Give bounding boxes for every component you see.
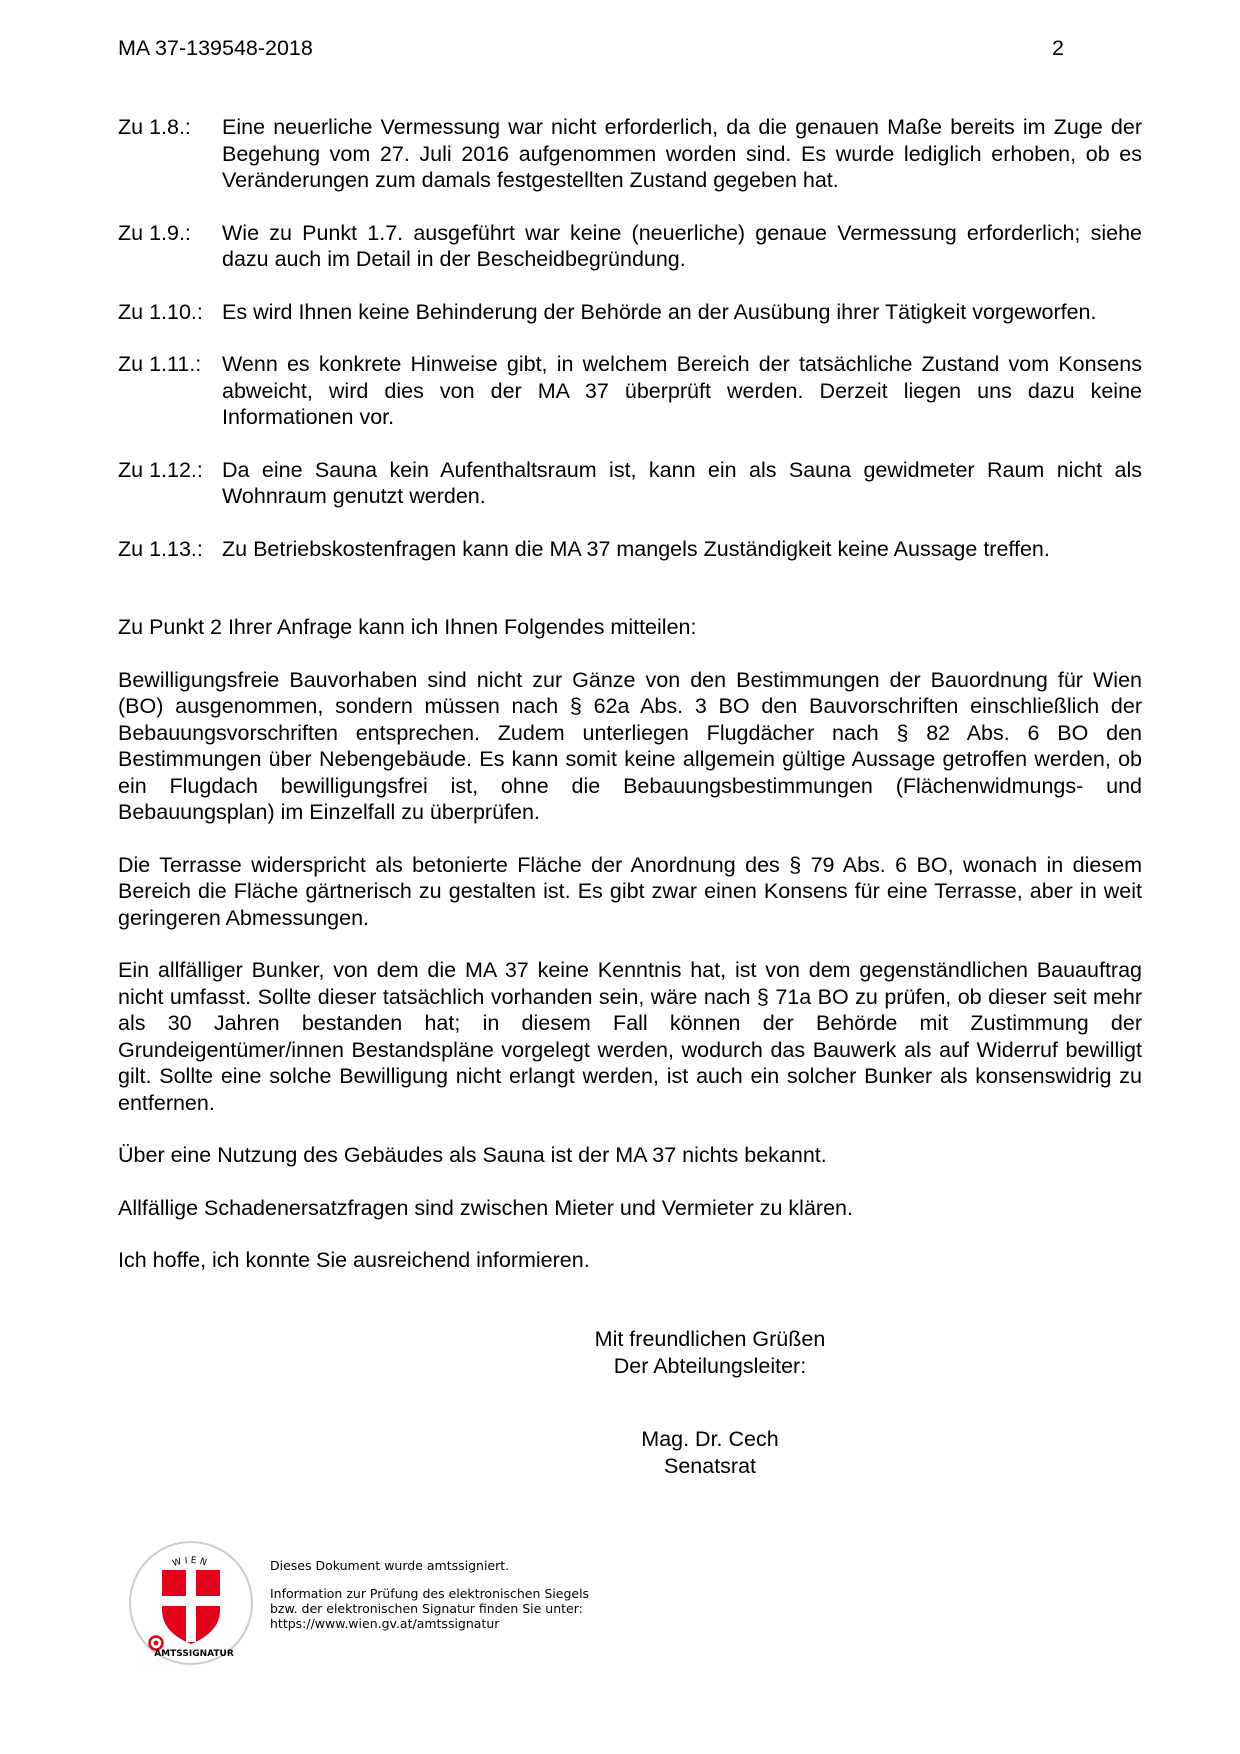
point-label: Zu 1.13.:: [118, 536, 203, 561]
signature-info: [270, 1558, 690, 1631]
point-1-8: [118, 114, 1142, 194]
paragraph-flugdach: Bewilligungsfreie Bauvorhaben sind nicht zur Gänze von den Bestimmungen der Bauordnung für Wien (BO) ausgenommen, sondern müssen nach § 62a Abs. 3 BO den Bauvorschriften einschließlich der Bebauungsvorschriften entsprechen. Zudem unterliegen Flugdächer nach § 82 Abs. 6 BO den Bestimmungen über Nebengebäude. Es kann somit keine allgemein gültige Aussage getroffen werden, ob ein Flugdach bewilligungsfrei ist, ohne die Bebauungsbestimmungen (Flächenwidmungs- und Bebauungsplan) im Einzelfall zu überprüfen.: [118, 667, 1142, 824]
point-text: Zu Betriebskostenfragen kann die MA 37 mangels Zuständigkeit keine Aussage treffen.: [222, 536, 1050, 561]
reference-number: MA 37-139548-2018: [118, 36, 313, 60]
point-text: Eine neuerliche Vermessung war nicht erforderlich, da die genauen Maße bereits im Zuge der Begehung vom 27. Juli 2016 aufgenommen worden sind. Es wurde lediglich erhoben, ob es Veränderungen zum damals festgestellten Zustand gegeben hat.: [222, 115, 1142, 192]
paragraph-sauna: Über eine Nutzung des Gebäudes als Sauna ist der MA 37 nichts bekannt.: [118, 1143, 827, 1167]
signer-block: [560, 1426, 860, 1479]
signature-info-line: Dieses Dokument wurde amtssigniert.: [270, 1558, 510, 1573]
point-1-9: [118, 220, 1142, 273]
signer-title: Senatsrat: [663, 1453, 757, 1478]
point-text: Da eine Sauna kein Aufenthaltsraum ist, kann ein als Sauna gewidmeter Raum nicht als Wohnraum genutzt werden.: [222, 457, 1142, 508]
page-header: [118, 36, 1064, 66]
closing-greeting: Mit freundlichen Grüßen: [594, 1327, 826, 1351]
paragraph-bunker: Ein allfälliger Bunker, von dem die MA 37 keine Kenntnis hat, ist von dem gegenständlichen Bauauftrag nicht umfasst. Sollte dieser tatsächlich vorhanden sein, wäre nach § 71a BO zu prüfen, ob dieser seit mehr als 30 Jahren bestanden hat; in diesem Fall können der Behörde mit Zustimmung der Grundeigentümer/innen Bestandspläne vorgelegt werden, wodurch das Bauwerk als auf Widerruf bewilligt gilt. Sollte eine solche Bewilligung nicht erlangt werden, ist auch ein solcher Bunker als konsenswidrig zu entfernen.: [118, 958, 1142, 1115]
signature-info-url: https://www.wien.gv.at/amtssignatur: [270, 1616, 500, 1631]
point-label: Zu 1.11.:: [118, 352, 202, 376]
vienna-seal-icon: [126, 1538, 256, 1668]
letter-body: [118, 114, 1142, 1274]
seal-top-text: WIEN: [171, 1555, 211, 1570]
point-label: Zu 1.9.:: [118, 220, 191, 245]
closing-block: [560, 1326, 860, 1379]
signature-info-line: Information zur Prüfung des elektronischen Siegels: [270, 1586, 590, 1601]
point-text: Es wird Ihnen keine Behinderung der Behörde an der Ausübung ihrer Tätigkeit vorgeworfen.: [222, 299, 1097, 324]
point-1-11: [118, 351, 1142, 431]
paragraph-schadenersatz: Allfällige Schadenersatzfragen sind zwischen Mieter und Vermieter zu klären.: [118, 1195, 853, 1220]
intro-paragraph: Zu Punkt 2 Ihrer Anfrage kann ich Ihnen Folgendes mitteilen:: [118, 615, 697, 639]
point-1-13: [118, 536, 1142, 563]
signature-info-line: bzw. der elektronischen Signatur finden Sie unter:: [270, 1601, 583, 1616]
paragraph-terrasse: Die Terrasse widerspricht als betonierte Fläche der Anordnung des § 79 Abs. 6 BO, wonach in diesem Bereich die Fläche gärtnerisch zu gestalten ist. Es gibt zwar einen Konsens für eine Terrasse, aber in weit geringeren Abmessungen.: [118, 852, 1142, 930]
page-number: 2: [1052, 36, 1064, 60]
point-label: Zu 1.8.:: [118, 115, 191, 139]
closing-role: Der Abteilungsleiter:: [613, 1353, 807, 1378]
point-label: Zu 1.10.:: [118, 299, 203, 324]
point-text: Wie zu Punkt 1.7. ausgeführt war keine (neuerliche) genaue Vermessung erforderlich; siehe dazu auch im Detail in der Bescheidbegründung.: [222, 220, 1142, 271]
point-1-10: [118, 299, 1142, 326]
shield-cross-vertical: [186, 1570, 196, 1642]
signer-name: Mag. Dr. Cech: [641, 1427, 779, 1451]
at-symbol-dot: [154, 1641, 159, 1646]
seal-bottom-text: AMTSSIGNATUR: [154, 1649, 234, 1659]
point-text: Wenn es konkrete Hinweise gibt, in welchem Bereich der tatsächliche Zustand vom Konsens abweicht, wird dies von der MA 37 überprüft werden. Derzeit liegen uns dazu keine Informationen vor.: [222, 352, 1142, 429]
point-label: Zu 1.12.:: [118, 457, 203, 482]
paragraph-closing-remark: Ich hoffe, ich konnte Sie ausreichend informieren.: [118, 1248, 590, 1272]
point-1-12: [118, 457, 1142, 510]
